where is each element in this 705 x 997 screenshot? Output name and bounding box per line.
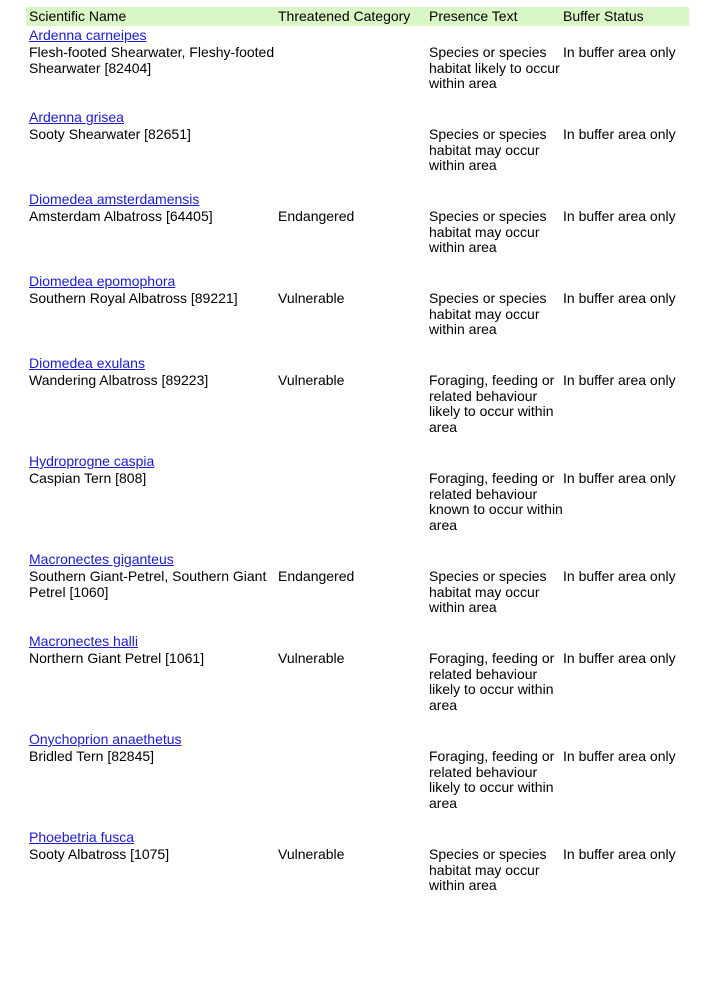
buffer-status: In buffer area only [563, 846, 676, 862]
common-name: Northern Giant Petrel [1061] [29, 650, 205, 666]
scientific-name-link[interactable]: Ardenna carneipes [29, 27, 147, 43]
common-name: Sooty Shearwater [82651] [29, 126, 191, 142]
buffer-status: In buffer area only [563, 208, 676, 224]
presence-text: Species or species habitat may occur within area [429, 846, 547, 894]
scientific-name-link[interactable]: Diomedea exulans [29, 355, 145, 371]
buffer-status: In buffer area only [563, 44, 676, 60]
table-header [26, 7, 689, 26]
scientific-name-link[interactable]: Diomedea amsterdamensis [29, 191, 200, 207]
common-name: Wandering Albatross [89223] [29, 372, 209, 388]
scientific-name-link[interactable]: Macronectes giganteus [29, 551, 174, 567]
table-row [26, 452, 689, 550]
table-row [26, 828, 689, 910]
threatened-category [278, 748, 429, 749]
common-name: Caspian Tern [808] [29, 470, 147, 486]
table-row [26, 190, 689, 272]
buffer-status: In buffer area only [563, 290, 676, 306]
presence-text: Foraging, feeding or related behaviour known to occur within area [429, 470, 563, 533]
presence-text: Foraging, feeding or related behaviour likely to occur within area [429, 372, 555, 435]
header-buffer-status: Buffer Status [563, 7, 644, 24]
buffer-status: In buffer area only [563, 748, 676, 764]
presence-text: Species or species habitat may occur within area [429, 126, 547, 174]
presence-text: Species or species habitat may occur within area [429, 290, 547, 338]
scientific-name-link[interactable]: Macronectes halli [29, 633, 138, 649]
header-presence-text: Presence Text [429, 7, 518, 24]
common-name: Southern Royal Albatross [89221] [29, 290, 238, 306]
presence-text: Species or species habitat may occur within area [429, 208, 547, 256]
presence-text: Foraging, feeding or related behaviour likely to occur within area [429, 748, 555, 811]
header-threatened-category: Threatened Category [278, 7, 411, 24]
presence-text: Species or species habitat likely to occur within area [429, 44, 560, 92]
table-row [26, 632, 689, 730]
common-name: Bridled Tern [82845] [29, 748, 155, 764]
threatened-category [278, 126, 429, 127]
scientific-name-link[interactable]: Ardenna grisea [29, 109, 124, 125]
common-name: Flesh-footed Shearwater, Fleshy-footed Shearwater [82404] [29, 44, 275, 76]
threatened-category: Endangered [278, 208, 355, 224]
scientific-name-link[interactable]: Onychoprion anaethetus [29, 731, 182, 747]
common-name: Southern Giant-Petrel, Southern Giant Petrel [1060] [29, 568, 267, 600]
scientific-name-link[interactable]: Phoebetria fusca [29, 829, 135, 845]
threatened-category: Endangered [278, 568, 355, 584]
header-scientific-name: Scientific Name [29, 7, 127, 24]
buffer-status: In buffer area only [563, 470, 676, 486]
table-row [26, 26, 689, 108]
table-row [26, 730, 689, 828]
threatened-category: Vulnerable [278, 372, 345, 388]
buffer-status: In buffer area only [563, 568, 676, 584]
threatened-category [278, 44, 429, 45]
threatened-category [278, 470, 429, 471]
buffer-status: In buffer area only [563, 372, 676, 388]
scientific-name-link[interactable]: Diomedea epomophora [29, 273, 176, 289]
threatened-category: Vulnerable [278, 650, 345, 666]
buffer-status: In buffer area only [563, 650, 676, 666]
common-name: Amsterdam Albatross [64405] [29, 208, 213, 224]
scientific-name-link[interactable]: Hydroprogne caspia [29, 453, 155, 469]
table-row [26, 550, 689, 632]
threatened-category: Vulnerable [278, 846, 345, 862]
common-name: Sooty Albatross [1075] [29, 846, 170, 862]
table-row [26, 272, 689, 354]
table-row [26, 354, 689, 452]
species-table [26, 7, 689, 910]
presence-text: Foraging, feeding or related behaviour likely to occur within area [429, 650, 555, 713]
buffer-status: In buffer area only [563, 126, 676, 142]
threatened-category: Vulnerable [278, 290, 345, 306]
table-row [26, 108, 689, 190]
presence-text: Species or species habitat may occur within area [429, 568, 547, 616]
